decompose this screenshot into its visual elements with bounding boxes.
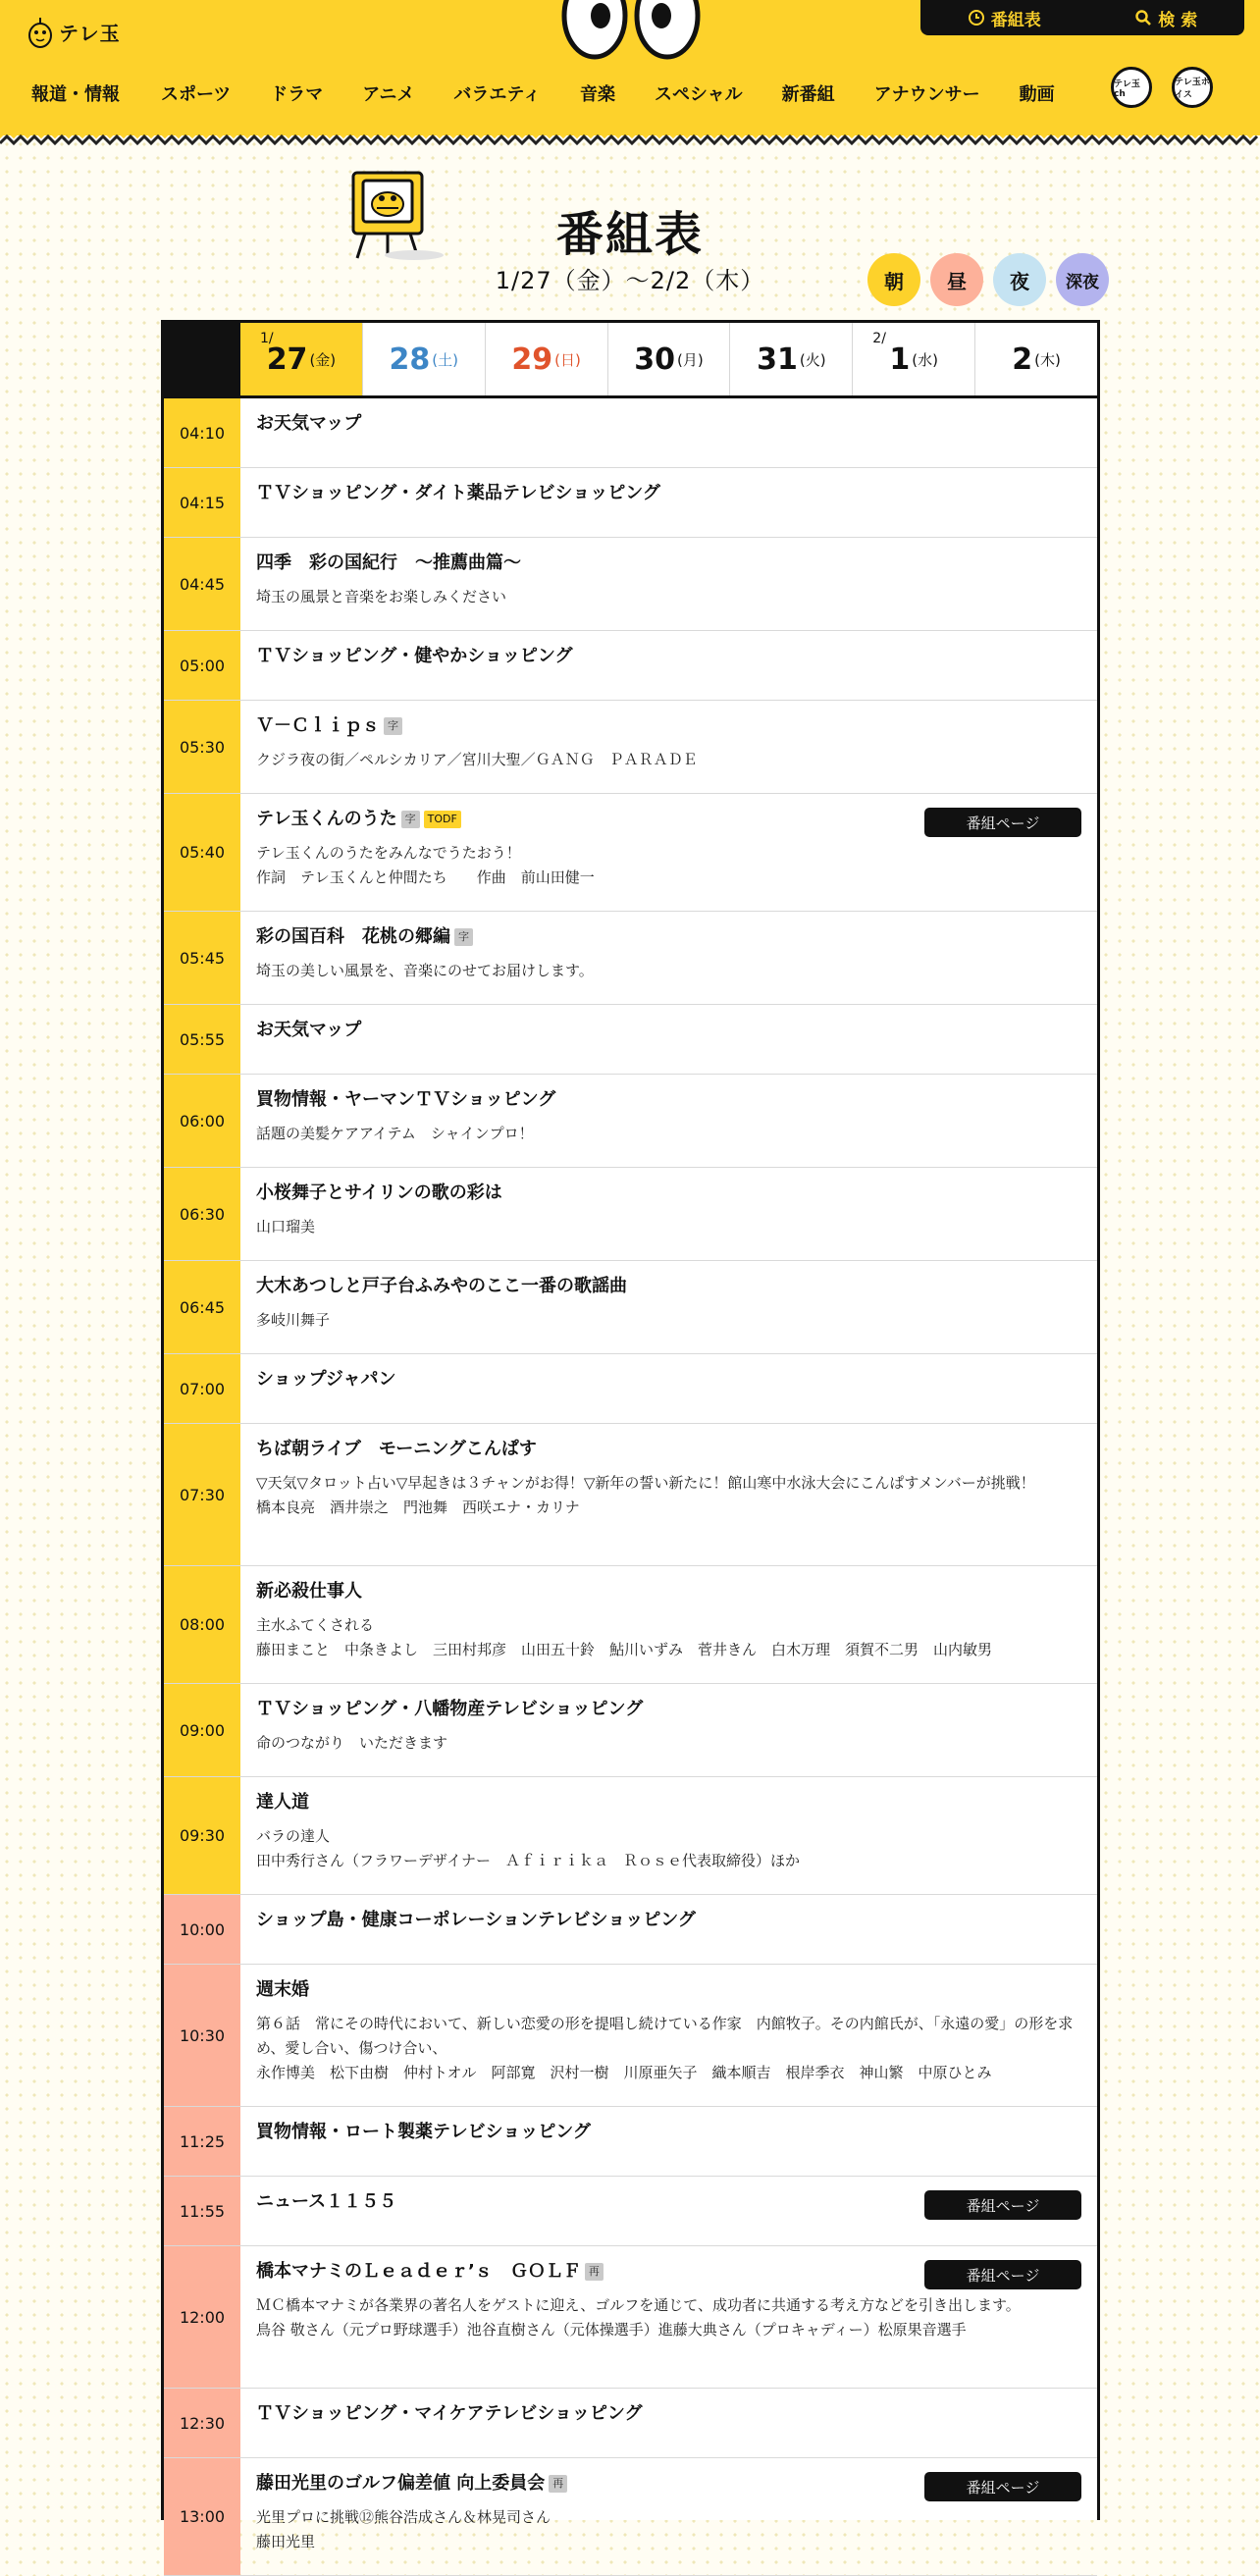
program-time: 05:55 (164, 1005, 240, 1074)
program-description (256, 1824, 1081, 1873)
search-link-label: 検 索 (1158, 10, 1198, 30)
program-time: 06:30 (164, 1168, 240, 1260)
day-weekday: (火) (799, 350, 826, 369)
day-tabs (164, 323, 1097, 398)
program-body (240, 2177, 1097, 2245)
program-row[interactable] (164, 1684, 1097, 1777)
schedule-link-label: 番組表 (990, 10, 1041, 30)
program-time: 04:10 (164, 398, 240, 467)
program-title-row (256, 645, 1081, 668)
day-weekday: (金) (309, 350, 337, 369)
nav-item-announcers[interactable]: アナウンサー (873, 84, 980, 105)
program-title[interactable]: 橋本マナミのＬｅａｄｅｒ’ｓ ＧＯＬＦ (256, 2261, 581, 2282)
day-month: 2/ (872, 331, 886, 346)
day-weekday: (水) (912, 350, 939, 369)
program-time: 07:30 (164, 1424, 240, 1565)
search-icon (1134, 9, 1152, 26)
logo-text: テレ玉 (59, 21, 121, 45)
day-tab-31[interactable] (729, 323, 852, 395)
program-row[interactable] (164, 2389, 1097, 2458)
program-row[interactable] (164, 2107, 1097, 2177)
program-time: 05:40 (164, 794, 240, 911)
program-description-line: 光里プロに挑戦⑫熊谷浩成さん＆林晃司さん (256, 2508, 551, 2526)
program-time: 12:30 (164, 2389, 240, 2457)
program-body (240, 1075, 1097, 1167)
program-body (240, 1168, 1097, 1260)
program-description (256, 2505, 1081, 2554)
nav-item-anime[interactable]: アニメ (362, 84, 415, 105)
program-title[interactable]: 週末婚 (256, 1979, 309, 2000)
program-time: 10:00 (164, 1895, 240, 1964)
day-number: 30 (634, 342, 676, 377)
day-tab-28[interactable] (362, 323, 485, 395)
program-body (240, 1354, 1097, 1423)
day-number: 1 (889, 342, 911, 377)
program-row[interactable] (164, 631, 1097, 701)
program-body (240, 1424, 1097, 1565)
day-tabs-corner (164, 323, 240, 395)
program-body (240, 398, 1097, 467)
timezone-daytime[interactable]: 昼 (930, 253, 983, 306)
program-title-row (256, 2402, 1081, 2426)
page-title: 番組表 (555, 207, 704, 262)
program-tag: 再 (585, 2263, 604, 2281)
program-description-line: 田中秀行さん（フラワーデザイナー Ａｆｉｒｉｋａ Ｒｏｓｅ代表取締役）ほか (256, 1852, 800, 1869)
day-weekday: (木) (1034, 350, 1061, 369)
day-tab-1[interactable] (852, 323, 974, 395)
search-link[interactable] (1134, 6, 1197, 30)
program-title[interactable]: ニュース１１５５ (256, 2191, 397, 2212)
program-time: 11:55 (164, 2177, 240, 2245)
timezone-late-night[interactable]: 深夜 (1056, 253, 1109, 306)
clock-icon (968, 9, 985, 26)
day-number: 2 (1012, 342, 1033, 377)
program-title[interactable]: ちば朝ライブ モーニングこんぱす (256, 1439, 537, 1459)
program-title-row (256, 1438, 1081, 1461)
program-row[interactable] (164, 912, 1097, 1005)
program-row[interactable] (164, 538, 1097, 631)
program-tag: TODF (424, 811, 461, 828)
program-title[interactable]: 達人道 (256, 1792, 309, 1813)
nav-item-news[interactable]: 報道・情報 (31, 84, 120, 105)
day-tab-29[interactable] (485, 323, 607, 395)
nav-badges (1111, 67, 1213, 108)
program-title[interactable]: 藤田光里のゴルフ偏差値 向上委員会 (256, 2473, 546, 2494)
program-title[interactable]: ショップ島・健康コーポレーションテレビショッピング (256, 1910, 696, 1930)
main-nav (18, 71, 1244, 116)
program-title-row (256, 552, 1081, 575)
program-description (256, 2012, 1081, 2085)
program-row[interactable] (164, 2458, 1097, 2576)
program-time: 13:00 (164, 2458, 240, 2575)
program-description-line: バラの達人 (256, 1827, 331, 1845)
program-tag: 字 (384, 717, 402, 735)
program-body (240, 2389, 1097, 2457)
program-description-line: 埼玉の風景と音楽をお楽しみください (256, 588, 507, 605)
program-body (240, 794, 1097, 911)
program-description-line: 埼玉の美しい風景を、音楽にのせてお届けします。 (256, 962, 594, 979)
program-description-line: 作詞 テレ玉くんと仲間たち 作曲 前山田健一 (256, 868, 595, 886)
program-title-row (256, 714, 1081, 738)
program-description-line: ＭＣ橋本マナミが各業界の著名人をゲストに迎え、ゴルフを通じて、成功者に共通する考え方などを引き出します。 (256, 2296, 1021, 2314)
program-time: 10:30 (164, 1965, 240, 2106)
program-description-line: 橋本良亮 酒井崇之 門池舞 西咲エナ・カリナ (256, 1498, 580, 1516)
program-list (164, 398, 1097, 2576)
program-description-line: 山口瑠美 (256, 1218, 316, 1235)
program-time: 07:00 (164, 1354, 240, 1423)
program-description (256, 2293, 1081, 2342)
program-description (256, 1215, 1081, 1239)
program-description-line: 主水ふてくされる (256, 1616, 375, 1634)
program-title[interactable]: 彩の国百科 花桃の郷編 (256, 926, 450, 947)
program-title[interactable]: 新必殺仕事人 (256, 1581, 362, 1602)
site-logo[interactable] (27, 14, 121, 49)
program-body (240, 701, 1097, 793)
program-title[interactable]: 買物情報・ロート製薬テレビショッピング (256, 2122, 591, 2142)
program-time: 12:00 (164, 2246, 240, 2388)
program-row[interactable] (164, 1566, 1097, 1684)
nav-item-new-programs[interactable]: 新番組 (781, 84, 835, 105)
program-time: 09:00 (164, 1684, 240, 1776)
program-time: 05:00 (164, 631, 240, 700)
program-description (256, 1731, 1081, 1756)
program-description-line: 鳥谷 敬さん（元プロ野球選手）池谷直樹さん（元体操選手）進藤大典さん（プロキャディー）松原果音選手 (256, 2321, 967, 2339)
program-title[interactable]: ＴＶショッピング・ダイト薬品テレビショッピング (256, 483, 660, 503)
program-description-line: 命のつながり いただきます (256, 1734, 448, 1752)
day-number: 29 (511, 342, 553, 377)
program-description-line: 藤田まこと 中条きよし 三田村邦彦 山田五十鈴 鮎川いずみ 菅井きん 白木万理 須賀不二男 山内敏男 (256, 1641, 993, 1658)
mascot-icon (27, 14, 53, 49)
nav-item-drama[interactable]: ドラマ (270, 84, 324, 105)
date-range: 1/27（金）〜2/2（木） (495, 267, 765, 294)
program-row[interactable] (164, 1168, 1097, 1261)
program-description-line: 多岐川舞子 (256, 1311, 331, 1329)
program-title[interactable]: お天気マップ (256, 413, 362, 434)
program-description-line: 永作博美 松下由樹 仲村トオル 阿部寛 沢村一樹 川原亜矢子 織本順吉 根岸季衣 神山繁 中原ひとみ (256, 2064, 992, 2081)
day-number: 28 (389, 342, 431, 377)
program-time: 05:45 (164, 912, 240, 1004)
program-row[interactable] (164, 1424, 1097, 1566)
schedule-table (161, 320, 1100, 2550)
program-title[interactable]: Ｖ－Ｃｌｉｐｓ (256, 715, 380, 736)
program-title-row (256, 1698, 1081, 1721)
teletama-ch-badge[interactable]: テレ玉ch (1111, 67, 1152, 108)
program-description-line: テレ玉くんのうたをみんなでうたおう！ (256, 844, 521, 862)
program-page-button[interactable]: 番組ページ (924, 2472, 1081, 2501)
day-weekday: (土) (432, 350, 459, 369)
program-page-button[interactable]: 番組ページ (924, 2190, 1081, 2220)
program-title-row (256, 925, 1081, 949)
program-title-row (256, 1791, 1081, 1814)
program-time: 05:30 (164, 701, 240, 793)
program-title[interactable]: ショップジャパン (256, 1369, 396, 1390)
program-time: 04:45 (164, 538, 240, 630)
program-body (240, 1965, 1097, 2106)
nav-item-special[interactable]: スペシャル (654, 84, 743, 105)
program-body (240, 2107, 1097, 2176)
day-month: 1/ (260, 331, 274, 346)
header-zigzag-line (0, 133, 1260, 147)
program-page-button[interactable]: 番組ページ (924, 808, 1081, 837)
program-title-row (256, 1088, 1081, 1112)
program-description-line: ▽天気▽タロット占い▽早起きは３チャンがお得！▽新年の誓い新たに！館山寒中水泳大会にこんぱすメンバーが挑戦！ (256, 1474, 1035, 1492)
program-time: 11:25 (164, 2107, 240, 2176)
program-time: 09:30 (164, 1777, 240, 1894)
day-tab-27[interactable] (240, 323, 362, 395)
day-tab-30[interactable] (607, 323, 730, 395)
program-title-row (256, 1978, 1081, 2002)
program-body (240, 631, 1097, 700)
teletama-voice-badge[interactable]: テレ玉ボイス (1172, 67, 1213, 108)
nav-item-music[interactable]: 音楽 (579, 84, 615, 105)
program-row[interactable] (164, 2177, 1097, 2246)
program-row[interactable] (164, 398, 1097, 468)
program-description (256, 959, 1081, 983)
program-description (256, 585, 1081, 609)
program-time: 04:15 (164, 468, 240, 537)
program-title[interactable]: ＴＶショッピング・八幡物産テレビショッピング (256, 1699, 644, 1719)
utility-bar (920, 0, 1244, 35)
program-row[interactable] (164, 1261, 1097, 1354)
program-title-row (256, 482, 1081, 505)
program-description-line: クジラ夜の街／ペルシカリア／宮川大聖／ＧＡＮＧ ＰＡＲＡＤＥ (256, 751, 698, 768)
program-title-row (256, 1909, 1081, 1932)
program-description (256, 1308, 1081, 1333)
timezone-selector (867, 253, 1109, 306)
program-title-row (256, 2121, 1081, 2144)
program-body (240, 912, 1097, 1004)
program-row[interactable] (164, 1777, 1097, 1895)
program-title[interactable]: お天気マップ (256, 1020, 362, 1040)
program-title-row (256, 412, 1081, 436)
program-title-row (256, 1019, 1081, 1042)
program-description (256, 1471, 1081, 1520)
program-description (256, 748, 1081, 772)
program-row[interactable] (164, 2246, 1097, 2389)
site-header (0, 0, 1260, 135)
program-row[interactable] (164, 701, 1097, 794)
day-weekday: (月) (677, 350, 704, 369)
program-row[interactable] (164, 1354, 1097, 1424)
program-title-row (256, 1580, 1081, 1603)
program-body (240, 1261, 1097, 1353)
program-body (240, 1005, 1097, 1074)
nav-item-variety[interactable]: バラエティ (453, 84, 541, 105)
program-title[interactable]: テレ玉くんのうた (256, 809, 397, 829)
program-title[interactable]: 小桜舞子とサイリンの歌の彩は (256, 1183, 502, 1203)
program-title[interactable]: ＴＶショッピング・マイケアテレビショッピング (256, 2403, 643, 2424)
program-title[interactable]: 買物情報・ヤーマンＴＶショッピング (256, 1089, 556, 1110)
program-description-line: 話題の美髪ケアアイテム シャインプロ！ (256, 1125, 534, 1142)
program-description-line: 第６話 常にその時代において、新しい恋愛の形を提唱し続けている作家 内館牧子。その内館氏が、「永遠の愛」の形を求め、愛し合い、傷つけ合い、 (256, 2015, 1074, 2057)
program-row[interactable] (164, 794, 1097, 912)
program-body (240, 1566, 1097, 1683)
timezone-night[interactable]: 夜 (993, 253, 1046, 306)
program-body (240, 1777, 1097, 1894)
program-description (256, 1613, 1081, 1662)
nav-item-videos[interactable]: 動画 (1019, 84, 1055, 105)
program-row[interactable] (164, 1005, 1097, 1075)
mascot-eyes-icon (559, 0, 703, 61)
program-description-line: 藤田光里 (256, 2533, 316, 2550)
schedule-link[interactable] (968, 6, 1041, 30)
day-number: 31 (757, 342, 798, 377)
program-tag: 再 (549, 2475, 567, 2493)
timezone-morning[interactable]: 朝 (867, 253, 920, 306)
program-body (240, 2458, 1097, 2575)
program-tag: 字 (454, 928, 473, 946)
program-title[interactable]: 四季 彩の国紀行 ～推薦曲篇～ (256, 552, 521, 573)
program-row[interactable] (164, 468, 1097, 538)
nav-item-sports[interactable]: スポーツ (161, 84, 232, 105)
program-body (240, 2246, 1097, 2388)
program-title-row (256, 1368, 1081, 1392)
program-row[interactable] (164, 1075, 1097, 1168)
program-page-button[interactable]: 番組ページ (924, 2260, 1081, 2289)
program-row[interactable] (164, 1965, 1097, 2107)
program-body (240, 1684, 1097, 1776)
program-time: 06:45 (164, 1261, 240, 1353)
program-description (256, 1122, 1081, 1146)
program-title-row (256, 1182, 1081, 1205)
program-title-row (256, 1275, 1081, 1298)
program-time: 08:00 (164, 1566, 240, 1683)
program-tag: 字 (401, 811, 420, 828)
day-weekday: (日) (554, 350, 581, 369)
program-body (240, 538, 1097, 630)
day-number: 27 (266, 342, 308, 377)
program-body (240, 1895, 1097, 1964)
program-row[interactable] (164, 1895, 1097, 1965)
program-title[interactable]: ＴＶショッピング・健やかショッピング (256, 646, 573, 666)
program-body (240, 468, 1097, 537)
program-time: 06:00 (164, 1075, 240, 1167)
program-title[interactable]: 大木あつしと戸子台ふみやのここ一番の歌謡曲 (256, 1276, 627, 1296)
program-description (256, 841, 1081, 890)
day-tab-2[interactable] (974, 323, 1097, 395)
